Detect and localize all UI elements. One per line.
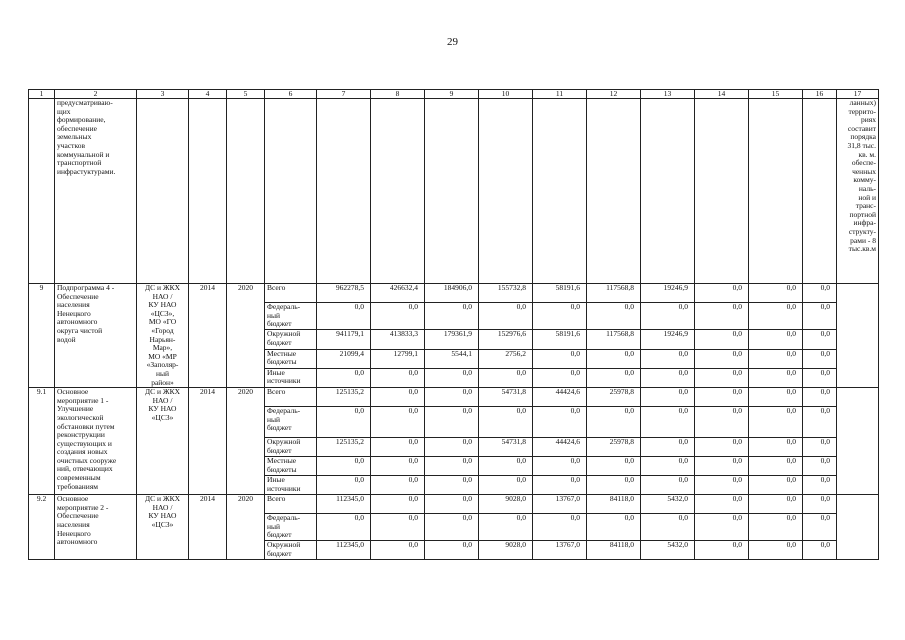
amount-cell: 0,0 bbox=[533, 407, 587, 438]
amount-cell: 0,0 bbox=[479, 514, 533, 541]
amount-cell: 0,0 bbox=[371, 303, 425, 330]
amount-cell: 0,0 bbox=[641, 514, 695, 541]
amount-cell: 0,0 bbox=[749, 284, 803, 303]
section-number: 9 bbox=[29, 284, 55, 388]
section-name: Основное мероприятие 1 - Улучшение экологической обстановки путем реконструкции существующих и создания новых очистных сооруже ний, отвечающих современным требованиям bbox=[55, 388, 137, 495]
amount-cell: 44424,6 bbox=[533, 388, 587, 407]
amount-cell: 0,0 bbox=[641, 303, 695, 330]
amount-cell: 0,0 bbox=[695, 495, 749, 514]
amount-cell: 0,0 bbox=[587, 368, 641, 387]
amount-cell: 0,0 bbox=[803, 407, 837, 438]
amount-cell: 0,0 bbox=[425, 438, 479, 457]
amount-cell: 0,0 bbox=[695, 514, 749, 541]
section-name: Основное мероприятие 2 - Обеспечение населения Ненецкого автономного bbox=[55, 495, 137, 560]
result-cell bbox=[837, 388, 879, 495]
end-year: 2020 bbox=[227, 388, 265, 495]
amount-cell: 413833,3 bbox=[371, 330, 425, 349]
amount-cell: 0,0 bbox=[371, 388, 425, 407]
amount-cell: 112345,0 bbox=[317, 495, 371, 514]
amount-cell: 13767,0 bbox=[533, 541, 587, 560]
amount-cell: 0,0 bbox=[803, 438, 837, 457]
col-header: 12 bbox=[587, 90, 641, 99]
header-row bbox=[29, 90, 879, 99]
col-header: 9 bbox=[425, 90, 479, 99]
amount-cell: 125135,2 bbox=[317, 438, 371, 457]
funding-source: Иные источники bbox=[265, 476, 317, 495]
amount-cell: 0,0 bbox=[479, 368, 533, 387]
col-header: 13 bbox=[641, 90, 695, 99]
funding-source: Всего bbox=[265, 388, 317, 407]
amount-cell: 0,0 bbox=[749, 514, 803, 541]
col-header: 2 bbox=[55, 90, 137, 99]
amount-cell: 5432,0 bbox=[641, 541, 695, 560]
funding-source: Федераль- ный бюджет bbox=[265, 514, 317, 541]
amount-cell: 0,0 bbox=[587, 514, 641, 541]
amount-cell: 58191,6 bbox=[533, 284, 587, 303]
table-row bbox=[29, 388, 879, 407]
start-year: 2014 bbox=[189, 495, 227, 560]
amount-cell: 0,0 bbox=[695, 303, 749, 330]
end-year: 2020 bbox=[227, 284, 265, 388]
amount-cell: 962278,5 bbox=[317, 284, 371, 303]
amount-cell: 84118,0 bbox=[587, 541, 641, 560]
section-number: 9.1 bbox=[29, 388, 55, 495]
amount-cell: 0,0 bbox=[317, 368, 371, 387]
col-header: 4 bbox=[189, 90, 227, 99]
amount-cell: 0,0 bbox=[803, 388, 837, 407]
amount-cell: 0,0 bbox=[695, 407, 749, 438]
col-header: 1 bbox=[29, 90, 55, 99]
amount-cell: 0,0 bbox=[371, 541, 425, 560]
amount-cell: 0,0 bbox=[533, 457, 587, 476]
amount-cell: 0,0 bbox=[371, 368, 425, 387]
amount-cell: 0,0 bbox=[317, 303, 371, 330]
amount-cell: 0,0 bbox=[695, 284, 749, 303]
amount-cell: 117568,8 bbox=[587, 284, 641, 303]
amount-cell: 0,0 bbox=[425, 303, 479, 330]
col-header: 8 bbox=[371, 90, 425, 99]
amount-cell: 0,0 bbox=[641, 438, 695, 457]
amount-cell: 0,0 bbox=[641, 407, 695, 438]
amount-cell: 9028,0 bbox=[479, 495, 533, 514]
amount-cell: 0,0 bbox=[641, 388, 695, 407]
col-header: 16 bbox=[803, 90, 837, 99]
continuation-result: ланных) террито- риях составит порядка 31,8 тыс. кв. м. обеспе- ченных комму- наль- ной и транс- портной инфра- структу- рами - 8 тыс.кв.м bbox=[837, 99, 879, 284]
amount-cell: 2756,2 bbox=[479, 349, 533, 368]
section-number: 9.2 bbox=[29, 495, 55, 560]
col-header: 7 bbox=[317, 90, 371, 99]
col-header: 5 bbox=[227, 90, 265, 99]
col-header: 17 bbox=[837, 90, 879, 99]
amount-cell: 426632,4 bbox=[371, 284, 425, 303]
amount-cell: 0,0 bbox=[749, 541, 803, 560]
amount-cell: 0,0 bbox=[533, 476, 587, 495]
amount-cell: 0,0 bbox=[587, 349, 641, 368]
amount-cell: 19246,9 bbox=[641, 284, 695, 303]
program-funding-table bbox=[28, 89, 879, 560]
amount-cell: 117568,8 bbox=[587, 330, 641, 349]
amount-cell: 0,0 bbox=[533, 368, 587, 387]
amount-cell: 0,0 bbox=[587, 303, 641, 330]
amount-cell: 0,0 bbox=[425, 407, 479, 438]
amount-cell: 21099,4 bbox=[317, 349, 371, 368]
amount-cell: 19246,9 bbox=[641, 330, 695, 349]
amount-cell: 0,0 bbox=[695, 330, 749, 349]
amount-cell: 0,0 bbox=[641, 457, 695, 476]
amount-cell: 0,0 bbox=[371, 476, 425, 495]
amount-cell: 0,0 bbox=[749, 303, 803, 330]
amount-cell: 0,0 bbox=[749, 407, 803, 438]
amount-cell: 0,0 bbox=[695, 476, 749, 495]
amount-cell: 184906,0 bbox=[425, 284, 479, 303]
amount-cell: 0,0 bbox=[749, 476, 803, 495]
amount-cell: 0,0 bbox=[317, 476, 371, 495]
amount-cell: 0,0 bbox=[317, 407, 371, 438]
amount-cell: 0,0 bbox=[317, 514, 371, 541]
col-header: 14 bbox=[695, 90, 749, 99]
col-header: 6 bbox=[265, 90, 317, 99]
amount-cell: 0,0 bbox=[371, 457, 425, 476]
start-year: 2014 bbox=[189, 388, 227, 495]
amount-cell: 0,0 bbox=[749, 495, 803, 514]
amount-cell: 0,0 bbox=[803, 303, 837, 330]
funding-source: Федераль- ный бюджет bbox=[265, 303, 317, 330]
amount-cell: 13767,0 bbox=[533, 495, 587, 514]
continuation-row bbox=[29, 99, 879, 284]
amount-cell: 0,0 bbox=[749, 457, 803, 476]
amount-cell: 0,0 bbox=[695, 368, 749, 387]
amount-cell: 941179,1 bbox=[317, 330, 371, 349]
amount-cell: 0,0 bbox=[749, 330, 803, 349]
funding-source: Федераль- ный бюджет bbox=[265, 407, 317, 438]
result-cell bbox=[837, 284, 879, 388]
table-row bbox=[29, 284, 879, 303]
amount-cell: 58191,6 bbox=[533, 330, 587, 349]
amount-cell: 25978,8 bbox=[587, 438, 641, 457]
amount-cell: 0,0 bbox=[803, 514, 837, 541]
executor: ДС и ЖКХ НАО / КУ НАО «ЦСЗ» bbox=[137, 495, 189, 560]
amount-cell: 0,0 bbox=[425, 457, 479, 476]
funding-source: Окружной бюджет bbox=[265, 330, 317, 349]
executor: ДС и ЖКХ НАО / КУ НАО «ЦСЗ» bbox=[137, 388, 189, 495]
amount-cell: 0,0 bbox=[425, 514, 479, 541]
amount-cell: 0,0 bbox=[803, 495, 837, 514]
amount-cell: 0,0 bbox=[587, 476, 641, 495]
amount-cell: 0,0 bbox=[695, 438, 749, 457]
amount-cell: 0,0 bbox=[641, 368, 695, 387]
amount-cell: 0,0 bbox=[587, 407, 641, 438]
amount-cell: 0,0 bbox=[425, 368, 479, 387]
amount-cell: 0,0 bbox=[749, 388, 803, 407]
col-header: 11 bbox=[533, 90, 587, 99]
amount-cell: 0,0 bbox=[479, 457, 533, 476]
col-header: 10 bbox=[479, 90, 533, 99]
amount-cell: 0,0 bbox=[425, 476, 479, 495]
amount-cell: 25978,8 bbox=[587, 388, 641, 407]
result-cell bbox=[837, 495, 879, 560]
amount-cell: 0,0 bbox=[425, 541, 479, 560]
amount-cell: 0,0 bbox=[749, 368, 803, 387]
table-row bbox=[29, 495, 879, 514]
amount-cell: 0,0 bbox=[371, 438, 425, 457]
table-body bbox=[29, 99, 879, 560]
amount-cell: 5544,1 bbox=[425, 349, 479, 368]
amount-cell: 0,0 bbox=[371, 495, 425, 514]
amount-cell: 0,0 bbox=[803, 457, 837, 476]
amount-cell: 0,0 bbox=[479, 476, 533, 495]
amount-cell: 54731,8 bbox=[479, 388, 533, 407]
amount-cell: 0,0 bbox=[695, 388, 749, 407]
amount-cell: 0,0 bbox=[803, 541, 837, 560]
amount-cell: 0,0 bbox=[587, 457, 641, 476]
amount-cell: 0,0 bbox=[533, 514, 587, 541]
funding-source: Местные бюджеты bbox=[265, 349, 317, 368]
start-year: 2014 bbox=[189, 284, 227, 388]
amount-cell: 44424,6 bbox=[533, 438, 587, 457]
funding-source: Окружной бюджет bbox=[265, 541, 317, 560]
amount-cell: 179361,9 bbox=[425, 330, 479, 349]
amount-cell: 155732,8 bbox=[479, 284, 533, 303]
section-name: Подпрограмма 4 - Обеспечение населения Ненецкого автономного округа чистой водой bbox=[55, 284, 137, 388]
amount-cell: 0,0 bbox=[803, 476, 837, 495]
col-header: 3 bbox=[137, 90, 189, 99]
funding-source: Всего bbox=[265, 284, 317, 303]
amount-cell: 0,0 bbox=[371, 407, 425, 438]
funding-source: Местные бюджеты bbox=[265, 457, 317, 476]
executor: ДС и ЖКХ НАО / КУ НАО «ЦСЗ», МО «ГО «Город Нарьян- Мар», МО «МР «Заполяр- ный район» bbox=[137, 284, 189, 388]
amount-cell: 0,0 bbox=[479, 303, 533, 330]
col-header: 15 bbox=[749, 90, 803, 99]
amount-cell: 0,0 bbox=[425, 495, 479, 514]
amount-cell: 0,0 bbox=[641, 476, 695, 495]
amount-cell: 112345,0 bbox=[317, 541, 371, 560]
amount-cell: 9028,0 bbox=[479, 541, 533, 560]
amount-cell: 0,0 bbox=[803, 349, 837, 368]
amount-cell: 0,0 bbox=[803, 284, 837, 303]
amount-cell: 0,0 bbox=[371, 514, 425, 541]
amount-cell: 0,0 bbox=[479, 407, 533, 438]
amount-cell: 54731,8 bbox=[479, 438, 533, 457]
amount-cell: 0,0 bbox=[749, 438, 803, 457]
amount-cell: 0,0 bbox=[803, 330, 837, 349]
amount-cell: 0,0 bbox=[695, 349, 749, 368]
funding-source: Всего bbox=[265, 495, 317, 514]
amount-cell: 0,0 bbox=[695, 541, 749, 560]
amount-cell: 0,0 bbox=[317, 457, 371, 476]
amount-cell: 84118,0 bbox=[587, 495, 641, 514]
end-year: 2020 bbox=[227, 495, 265, 560]
continuation-name: предусматриваю- щих формирование, обеспечение земельных участков коммунальной и транспортной инфрастуктурами. bbox=[55, 99, 137, 284]
amount-cell: 0,0 bbox=[695, 457, 749, 476]
amount-cell: 152976,6 bbox=[479, 330, 533, 349]
funding-source: Иные источники bbox=[265, 368, 317, 387]
funding-source: Окружной бюджет bbox=[265, 438, 317, 457]
amount-cell: 0,0 bbox=[803, 368, 837, 387]
amount-cell: 5432,0 bbox=[641, 495, 695, 514]
amount-cell: 0,0 bbox=[749, 349, 803, 368]
amount-cell: 12799,1 bbox=[371, 349, 425, 368]
amount-cell: 0,0 bbox=[533, 303, 587, 330]
page-number: 29 bbox=[447, 36, 458, 48]
amount-cell: 0,0 bbox=[641, 349, 695, 368]
amount-cell: 0,0 bbox=[425, 388, 479, 407]
amount-cell: 125135,2 bbox=[317, 388, 371, 407]
amount-cell: 0,0 bbox=[533, 349, 587, 368]
